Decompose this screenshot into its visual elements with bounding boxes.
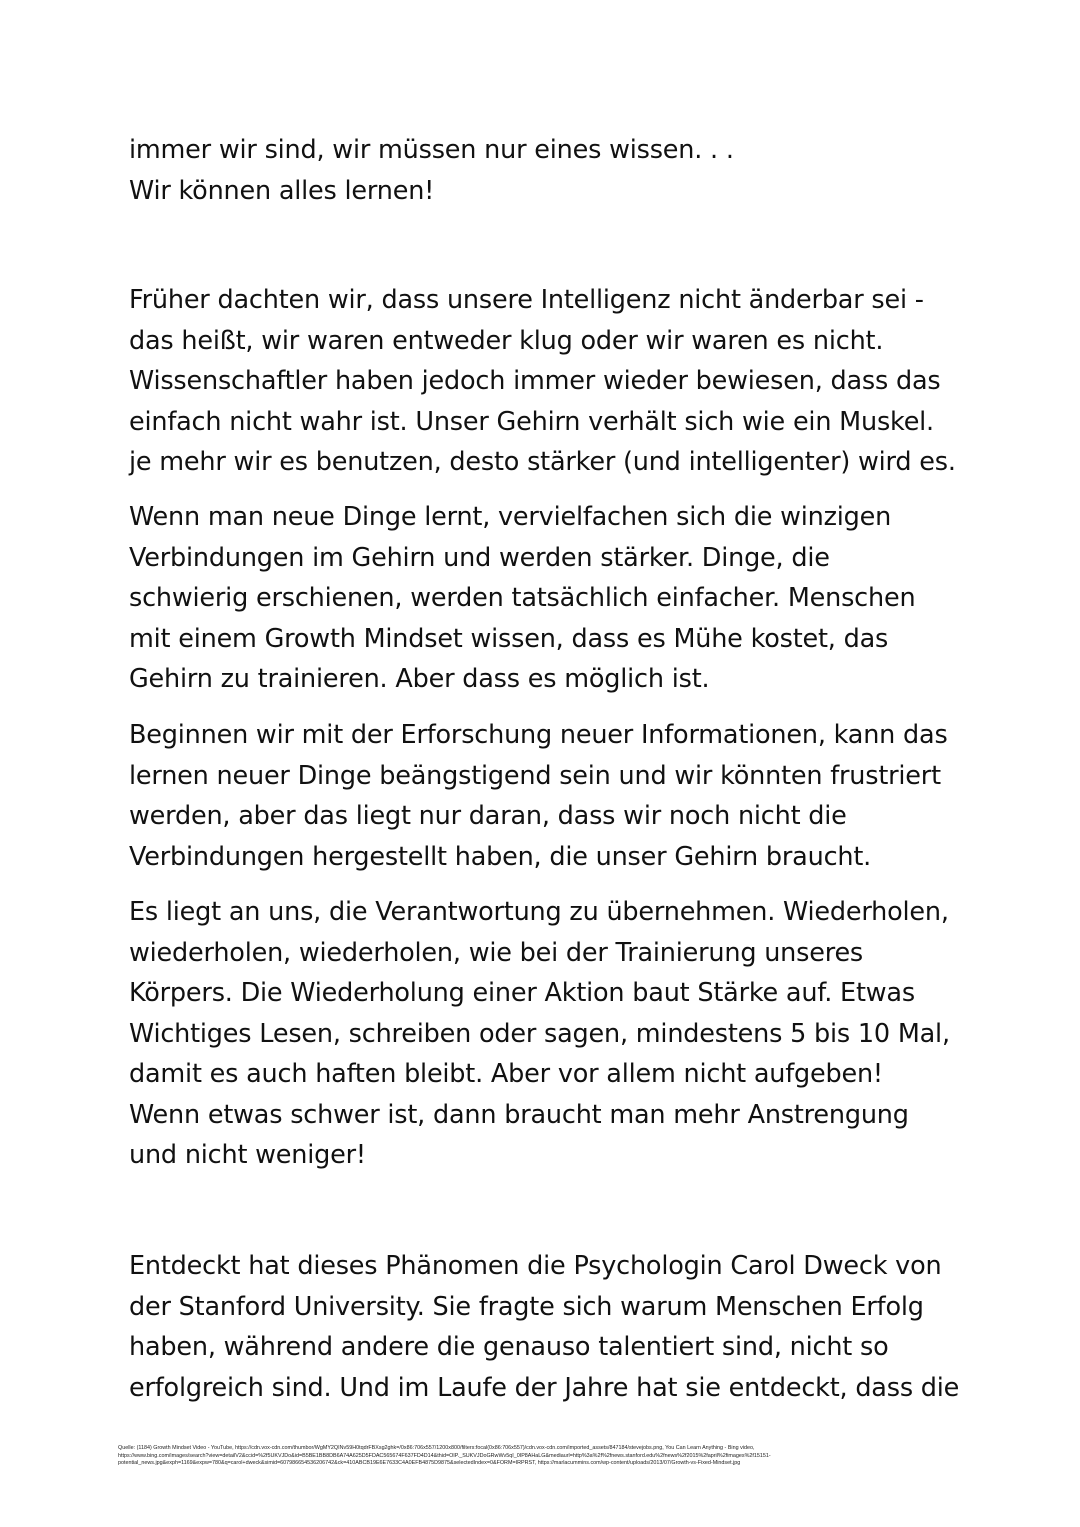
text-line: Wenn man neue Dinge lernt, vervielfachen sich die winzigen [129,502,892,532]
text-line: und nicht weniger! [129,1140,366,1170]
text-line: Wichtiges Lesen, schreiben oder sagen, mindestens 5 bis 10 Mal, [129,1018,950,1049]
text-line: damit es auch haften bleibt. Aber vor allem nicht aufgeben! [129,1059,883,1089]
text-line: Es liegt an uns, die Verantwortung zu übernehmen. Wiederholen, [129,897,949,927]
paragraph-6 [129,1246,989,1408]
text-line: mit einem Growth Mindset wissen, dass es Mühe kostet, das [129,623,889,654]
text-line: Verbindungen hergestellt haben, die unser Gehirn braucht. [129,841,872,872]
text-line: Früher dachten wir, dass unsere Intelligenz nicht änderbar sei - [129,285,924,315]
text-line: lernen neuer Dinge beängstigend sein und wir könnten frustriert [129,760,941,791]
text-line: Beginnen wir mit der Erforschung neuer Informationen, kann das [129,720,948,750]
text-line: Wissenschaftler haben jedoch immer wieder bewiesen, dass das [129,366,941,396]
footnote-line: potential_news.jpg&exph=1169&expw=780&q=carol+dweck&simid=607986654536206742&ck=410ABCB19E6E7633C4A0EFB4875D9875&selectedIndex=0&FORM=IRPRST, https://marlacummins.com/wp-content/uploads/2013/07/Growth-vs-Fixed-Mindset.jpg [118,1460,741,1467]
text-line: werden, aber das liegt nur daran, dass wir noch nicht die [129,801,847,831]
text-line: wiederholen, wiederholen, wie bei der Trainierung unseres [129,937,864,968]
paragraph-4 [129,715,989,877]
text-line: Wenn etwas schwer ist, dann braucht man mehr Anstrengung [129,1099,909,1130]
text-line: Gehirn zu trainieren. Aber dass es möglich ist. [129,664,710,694]
text-line: Wir können alles lernen! [129,175,435,206]
footnote-line: Quelle: (1184) Growth Mindset Video - YouTube, https://cdn.vox-cdn.com/thumbor/WgMY2QINv59H0tqdrFBXsg2ghk=/0x86:706x557/1200x800/filters:focal(0x86:706x557)/cdn.vox-cdn.com/imported_assets/847184/stevejobs.png, You Can Learn Anything - Bing video, [118,1445,755,1451]
text-line: Verbindungen im Gehirn und werden stärker. Dinge, die [129,542,830,573]
text-line: der Stanford University. Sie fragte sich warum Menschen Erfolg [129,1291,924,1322]
text-line: immer wir sind, wir müssen nur eines wissen. . . [129,135,734,165]
text-line: schwierig erschienen, werden tatsächlich einfacher. Menschen [129,583,916,613]
text-line: das heißt, wir waren entweder klug oder wir waren es nicht. [129,325,884,356]
paragraph-1 [129,130,989,211]
paragraph-3 [129,497,989,700]
text-line: einfach nicht wahr ist. Unser Gehirn verhält sich wie ein Muskel. [129,406,934,437]
text-line: Körpers. Die Wiederholung einer Aktion baut Stärke auf. Etwas [129,978,915,1008]
text-line: je mehr wir es benutzen, desto stärker (und intelligenter) wird es. [129,447,956,477]
source-footnote [118,1445,938,1468]
footnote-line: https://www.bing.com/images/search?view=detailV2&ccid=%2f5UKVJDo&id=B5BE1BB8DB6A74A625D5FDAC565674F637FD4D14&thid=OIP._SUKVJDoGRwWv5qI_0IP8AHaLG&mediaurl=http%3a%2f%2fnews.stanford.edu%2fnews%2f2015%2fapril%2fimages%2f15151- [118,1452,771,1459]
paragraph-2 [129,280,989,483]
text-line: erfolgreich sind. Und im Laufe der Jahre hat sie entdeckt, dass die [129,1372,960,1403]
text-line: Entdeckt hat dieses Phänomen die Psychologin Carol Dweck von [129,1251,942,1281]
text-line: haben, während andere die genauso talentiert sind, nicht so [129,1332,889,1362]
paragraph-5 [129,892,989,1176]
